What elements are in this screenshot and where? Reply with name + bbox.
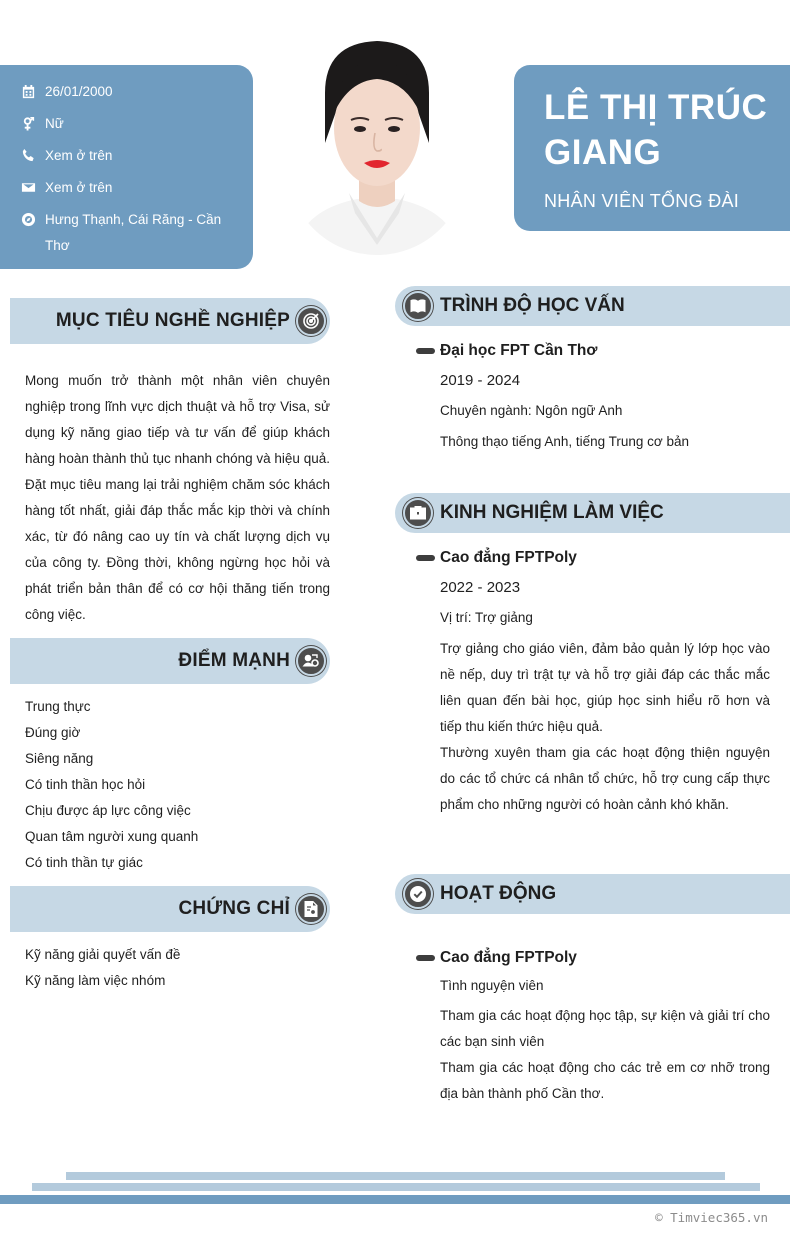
education-entry <box>416 340 770 454</box>
experience-role: Vị trí: Trợ giảng <box>440 610 533 625</box>
education-note: Thông thạo tiếng Anh, tiếng Trung cơ bản <box>440 434 690 449</box>
contact-panel <box>0 65 253 269</box>
list-item: Có tinh thần tự giác <box>25 855 143 870</box>
briefcase-icon <box>403 498 433 528</box>
experience-period: 2022 - 2023 <box>440 579 521 596</box>
target-icon <box>296 306 326 336</box>
bullet-dash <box>416 555 435 561</box>
mail-icon <box>20 179 36 195</box>
activities-org: Cao đẳng FPTPoly <box>416 947 770 969</box>
footer-bar <box>66 1172 725 1180</box>
objective-heading: MỤC TIÊU NGHỀ NGHIỆP <box>10 298 330 344</box>
education-heading: TRÌNH ĐỘ HỌC VẤN <box>395 286 790 326</box>
experience-entry <box>416 547 770 818</box>
experience-desc: Trợ giảng cho giáo viên, đảm bảo quản lý lớp học vào nề nếp, duy trì trật tự và hỗ trợ giải đáp các thắc mắc liên quan đến bài học, giúp học sinh hiểu rõ hơn và tiếp thu kiến thức hiệu quả. <box>440 641 770 734</box>
list-item: Quan tâm người xung quanh <box>25 829 199 844</box>
activity-badge-icon <box>403 879 433 909</box>
list-item: Có tinh thần học hỏi <box>25 777 146 792</box>
list-item: Kỹ năng giải quyết vấn đề <box>25 947 181 962</box>
activities-entry <box>416 947 770 1107</box>
location-icon <box>20 211 36 227</box>
contact-gender: Nữ <box>20 111 241 137</box>
strengths-heading: ĐIỂM MẠNH <box>10 638 330 684</box>
list-item: Trung thực <box>25 699 91 714</box>
activities-heading: HOẠT ĐỘNG <box>395 874 790 914</box>
objective-text: Mong muốn trở thành một nhân viên chuyên nghiệp trong lĩnh vực dịch thuật và hỗ trợ Visa, sử dụng kỹ năng giao tiếp và tư vấn để giúp khách hàng hoàn thành thủ tục nhanh chóng và hiệu quả. Đặt mục tiêu mang lại trải nghiệm chăm sóc khách hàng tốt nhất, giải đáp thắc mắc kịp thời và chính xác, từ đó nâng cao uy tín và chất lượng dịch vụ của công ty. Đồng thời, không ngừng học hỏi và phát triển bản thân để có cơ hội thăng tiến trong công việc. <box>25 373 330 622</box>
phone-icon <box>20 147 36 163</box>
bullet-dash <box>416 955 435 961</box>
certificates-list <box>25 942 325 994</box>
strengths-list <box>25 694 325 876</box>
bullet-dash <box>416 348 435 354</box>
contact-phone: Xem ở trên <box>20 143 241 169</box>
contact-birthday: 26/01/2000 <box>20 79 241 105</box>
book-icon <box>403 291 433 321</box>
gender-icon <box>20 115 36 131</box>
profile-photo <box>287 33 467 255</box>
activities-desc: Tham gia các hoạt động học tập, sự kiện và giải trí cho các bạn sinh viên <box>440 1008 770 1049</box>
contact-email: Xem ở trên <box>20 175 241 201</box>
activities-desc: Tham gia các hoạt động cho các trẻ em cơ nhỡ trong địa bàn thành phố Cần thơ. <box>440 1060 770 1101</box>
activities-role: Tình nguyện viên <box>440 978 544 993</box>
education-major: Chuyên ngành: Ngôn ngữ Anh <box>440 403 623 418</box>
list-item: Chịu được áp lực công việc <box>25 803 191 818</box>
certificates-heading: CHỨNG CHỈ <box>10 886 330 932</box>
footer-bar <box>32 1183 760 1191</box>
contact-address: Hưng Thạnh, Cái Răng - Cần Thơ <box>20 207 241 259</box>
experience-heading: KINH NGHIỆM LÀM VIỆC <box>395 493 790 533</box>
calendar-icon <box>20 83 36 99</box>
list-item: Kỹ năng làm việc nhóm <box>25 973 166 988</box>
candidate-position: NHÂN VIÊN TỔNG ĐÀI <box>544 191 740 211</box>
name-panel <box>514 65 790 231</box>
footer-bar <box>0 1195 790 1204</box>
list-item: Siêng năng <box>25 751 94 766</box>
education-period: 2019 - 2024 <box>440 372 521 389</box>
certificate-icon <box>296 894 326 924</box>
experience-company: Cao đẳng FPTPoly <box>416 547 770 569</box>
list-item: Đúng giờ <box>25 725 81 740</box>
footer-credit: © Timviec365.vn <box>655 1210 768 1225</box>
skills-icon <box>296 646 326 676</box>
candidate-name: LÊ THỊ TRÚC GIANG <box>544 88 768 172</box>
experience-desc: Thường xuyên tham gia các hoạt động thiện nguyện do các tổ chức cá nhân tổ chức, hỗ trợ cung cấp thực phẩm cho những người có hoàn cảnh khó khăn. <box>440 745 770 812</box>
education-school: Đại học FPT Cần Thơ <box>416 340 770 362</box>
